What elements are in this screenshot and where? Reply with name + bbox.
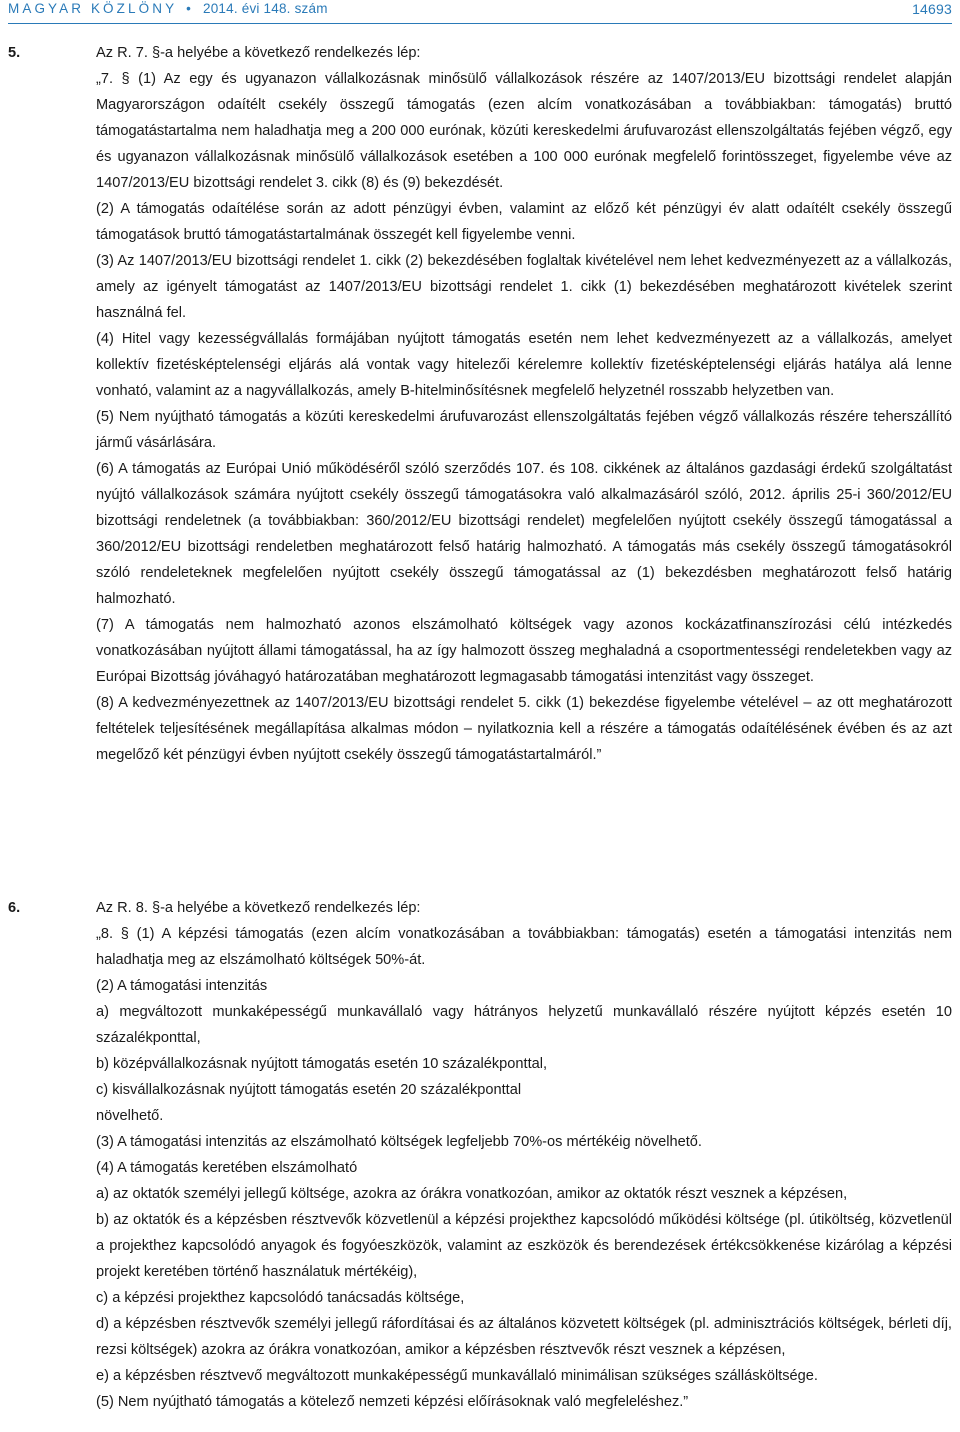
list-item: b) az oktatók és a képzésben résztvevők közvetlenül a képzési projekthez kapcsolódó működési költsége (pl. útiköltség, közvetlenül a projekthez kapcsolódó anyagok és fogyóeszközök, valamint az eszközök és berendezések értékcsökkenése kizárólag a képzési projekt keretében történő használatuk mértékéig),: [96, 1212, 952, 1280]
paragraph: (6) A támogatás az Európai Unió működéséről szóló szerződés 107. és 108. cikkének az általános gazdasági érdekű szolgáltatást nyújtó vállalkozások számára nyújtott csekély összegű támogatásokra való alkalmazásáról szóló, 2012. április 25-i 360/2012/EU bizottsági rendeletnek (a továbbiakban: 360/2012/EU bizottsági rendelet) megfelelően nyújtott csekély összegű támogatással a 360/2012/EU bizottsági rendeletben meghatározott felső határig halmozható. A támogatás más csekély összegű támogatásokról szóló rendeleteknek megfelelően nyújtott csekély összegű támogatással az (1) bekezdésben meghatározott felső határig halmozható.: [96, 461, 952, 607]
header-bullet: •: [186, 1, 192, 16]
list-item: a) megváltozott munkaképességű munkavállaló vagy hátrányos helyzetű munkavállaló részére nyújtott képzés esetén 10 százalékponttal,: [96, 1004, 952, 1046]
paragraph: (3) A támogatási intenzitás az elszámolható költségek legfeljebb 70%-os mértékéig növelhető.: [96, 1134, 702, 1150]
list-item: e) a képzésben résztvevő megváltozott munkaképességű munkavállaló minimálisan szükséges szállásköltsége.: [96, 1368, 818, 1384]
section-intro: Az R. 7. §-a helyébe a következő rendelkezés lép:: [96, 45, 421, 61]
list-item: c) kisvállalkozásnak nyújtott támogatás esetén 20 százalékponttal: [96, 1082, 522, 1098]
running-header: [8, 0, 952, 22]
section-body: [96, 921, 952, 1415]
section-number: 6.: [8, 900, 21, 916]
list-item: a) az oktatók személyi jellegű költsége, azokra az órákra vonatkozóan, amikor az oktatók részt vesznek a képzésen,: [96, 1186, 848, 1202]
paragraph: (2) A támogatás odaítélése során az adott pénzügyi évben, valamint az előző két pénzügyi év alatt odaítélt csekély összegű támogatások bruttó támogatástartalmának összegét kell figyelembe venni.: [96, 201, 952, 243]
header-divider: [8, 23, 952, 24]
list-item: b) középvállalkozásnak nyújtott támogatás esetén 10 százalékponttal,: [96, 1056, 548, 1072]
section-body: [96, 66, 952, 768]
paragraph: (5) Nem nyújtható támogatás a kötelező nemzeti képzési előírásoknak való megfeleléshez.”: [96, 1394, 689, 1410]
section-intro: Az R. 8. §-a helyébe a következő rendelkezés lép:: [96, 900, 421, 916]
paragraph: (8) A kedvezményezettnek az 1407/2013/EU bizottsági rendelet 5. cikk (1) bekezdése figyelembe vételével – az ott meghatározott feltételek teljesítésének megállapítása alkalmas módon – nyilatkoznia kell a részére a támogatás odaítélésének évében és az azt megelőző két pénzügyi évben nyújtott csekély összegű támogatástartalmáról.”: [96, 695, 952, 763]
list-item: d) a képzésben résztvevők személyi jellegű ráfordításai és az általános közvetett költségek (pl. adminisztrációs költségek, bérleti díj, rezsi költségek) azokra az órákra vonatkozóan, amikor a képzésben résztvevők részt vesznek a képzésen,: [96, 1316, 952, 1358]
paragraph: „7. § (1) Az egy és ugyanazon vállalkozásnak minősülő vállalkozások részére az 1407/2013/EU bizottsági rendelet alapján Magyarországon odaítélt csekély összegű támogatás (ezen alcím vonatkozásában a továbbiakban: támogatás) bruttó támogatástartalma nem haladhatja meg a 200 000 eurónak, közúti kereskedelmi árufuvarozást ellenszolgáltatás fejében végző, egy és ugyanazon vállalkozásnak minősülő vállalkozások esetében a 100 000 eurónak megfelelő forintösszeget, figyelembe véve az 1407/2013/EU bizottsági rendelet 3. cikk (8) és (9) bekezdését.: [96, 71, 952, 191]
paragraph: növelhető.: [96, 1108, 164, 1124]
section-number: 5.: [8, 45, 21, 61]
paragraph: (2) A támogatási intenzitás: [96, 978, 268, 994]
paragraph: „8. § (1) A képzési támogatás (ezen alcím vonatkozásában a továbbiakban: támogatás) esetén a támogatási intenzitás nem haladhatja meg az elszámolható költségek 50%-át.: [96, 926, 952, 968]
header-left: [8, 0, 328, 18]
paragraph: (7) A támogatás nem halmozható azonos elszámolható költségek vagy azonos kockázatfinanszírozási célú intézkedés vonatkozásában nyújtott állami támogatással, ha az így halmozott összeg meghaladná a csoportmentességi rendeletekben vagy az Európai Bizottság jóváhagyó határozatában meghatározott legmagasabb támogatási intenzitást vagy összeget.: [96, 617, 952, 685]
paragraph: (4) Hitel vagy kezességvállalás formájában nyújtott támogatás esetén nem lehet kedvezményezett az a vállalkozás, amelyet kollektív fizetésképtelenségi eljárás alá vontak vagy hitelezői kérelemre kollektív fizetésképtelenségi eljárás hatálya alá lenne vonható, valamint az a nagyvállalkozás, amely B-hitelminősítésnek megfelelő helyzetnél rosszabb helyzetben van.: [96, 331, 952, 399]
paragraph: (5) Nem nyújtható támogatás a közúti kereskedelmi árufuvarozást ellenszolgáltatás fejében végző vállalkozás részére teherszállító jármű vásárlására.: [96, 409, 952, 451]
list-item: c) a képzési projekthez kapcsolódó tanácsadás költsége,: [96, 1290, 465, 1306]
paragraph: (4) A támogatás keretében elszámolható: [96, 1160, 358, 1176]
journal-title: MAGYAR KÖZLÖNY: [8, 1, 178, 16]
issue-label: 2014. évi 148. szám: [203, 1, 328, 16]
page-number: 14693: [912, 1, 952, 17]
paragraph: (3) Az 1407/2013/EU bizottsági rendelet 1. cikk (2) bekezdésében foglaltak kivételével nem lehet kedvezményezett az a vállalkozás, amely az igényelt támogatást az 1407/2013/EU bizottsági rendelet 1. cikk (1) bekezdésében meghatározott kivételek szerint használná fel.: [96, 253, 952, 321]
